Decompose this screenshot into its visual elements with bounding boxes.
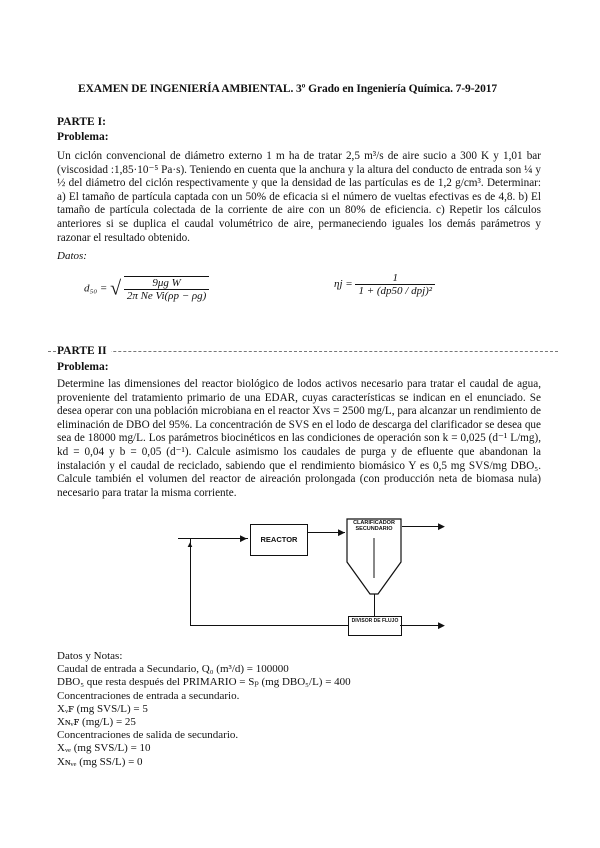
part2-statement: Determine las dimensiones del reactor biológico de lodos activos necesario para tratar el caudal de agua, proveniente del tratamiento primario de una EDAR, cuyas características se indican en el enunciado. Se desea operar con una población microbiana en el reactor Xvs = 2500 mg/L, para alcanzar un rendimiento de eliminación de DBO del 95%. La concentración de SVS en el lodo de descarga del clarificador se desea que sea de 18000 mg/L. Los parámetros biocinéticos en las condiciones de operación son k = 0,025 (d⁻¹ L/mg), kd = 0,04 y b = 0,05 (d⁻¹). Calcule asimismo los caudales de purga y de efluente que abandonan la instalación y el caudal de reciclado, sabiendo que el rendimiento biomásico Y es 0,5 mg SVS/mg DBO₅. Calcule también el volumen del reactor de aireación prolongada (con producción neta de biomasa nula) necesario para tratar la misma corriente. bbox=[57, 378, 541, 499]
formula-d50-numerator: 9μg W bbox=[124, 277, 210, 290]
formula-eta-numerator: 1 bbox=[355, 272, 435, 285]
underflow-line bbox=[374, 594, 375, 616]
note-item: Xɴᵥₑ (mg SS/L) = 0 bbox=[57, 755, 143, 768]
arrow-up-icon: ▲ bbox=[186, 540, 194, 549]
note-item: DBO₅ que resta después del PRIMARIO = Sₚ (mg DBO₅/L) = 400 bbox=[57, 676, 351, 689]
process-diagram bbox=[150, 512, 450, 642]
formula-eta bbox=[334, 272, 435, 297]
formula-d50 bbox=[84, 276, 209, 302]
part1-subheading: Problema: bbox=[57, 131, 109, 143]
recycle-line bbox=[190, 625, 348, 626]
inlet-line bbox=[178, 538, 248, 539]
formula-eta-lhs: ηj = bbox=[334, 278, 353, 291]
reactor-label: REACTOR bbox=[260, 535, 298, 544]
effluent-line bbox=[402, 526, 442, 527]
section-divider bbox=[48, 351, 558, 352]
part1-heading: PARTE I: bbox=[57, 116, 106, 128]
clarifier-label: CLARIFICADOR SECUNDARIO bbox=[353, 520, 395, 532]
note-item: Concentraciones de salida de secundario. bbox=[57, 729, 239, 742]
reactor-box bbox=[250, 524, 308, 556]
arrow-right-icon: ▶ bbox=[438, 521, 445, 531]
formula-eta-denominator: 1 + (dp50 / dpj)² bbox=[358, 285, 433, 297]
arrow-right-icon: ▶ bbox=[240, 533, 247, 543]
note-item: Xᵥₑ (mg SVS/L) = 10 bbox=[57, 742, 151, 755]
note-item: Xɴᵥꜰ (mg/L) = 25 bbox=[57, 716, 136, 729]
notes-heading: Datos y Notas: bbox=[57, 650, 123, 662]
notes-block bbox=[57, 650, 351, 769]
arrow-right-icon: ▶ bbox=[338, 527, 345, 537]
part1-data-label: Datos: bbox=[57, 250, 87, 262]
note-item: Xᵥꜰ (mg SVS/L) = 5 bbox=[57, 702, 148, 715]
flow-divider-box bbox=[348, 616, 402, 636]
formula-d50-denominator: 2π Ne Vi(ρp − ρg) bbox=[126, 290, 207, 302]
note-item: Concentraciones de entrada a secundario. bbox=[57, 689, 240, 702]
arrow-right-icon: ▶ bbox=[438, 620, 445, 630]
exam-title: EXAMEN DE INGENIERÍA AMBIENTAL. 3º Grado en Ingeniería Química. 7-9-2017 bbox=[78, 83, 498, 95]
formula-d50-lhs: d₅₀ = bbox=[84, 282, 108, 295]
flow-divider-label: DIVISOR DE FLUJO bbox=[351, 618, 399, 624]
part2-subheading: Problema: bbox=[57, 361, 109, 373]
purge-line bbox=[400, 625, 442, 626]
sqrt-sign-icon: √ bbox=[110, 277, 122, 300]
note-item: Caudal de entrada a Secundario, Q₀ (m³/d) = 100000 bbox=[57, 663, 289, 676]
recycle-riser-line bbox=[190, 539, 191, 626]
part2-heading: PARTE II bbox=[57, 345, 111, 357]
part1-statement: Un ciclón convencional de diámetro externo 1 m ha de tratar 2,5 m³/s de aire sucio a 300 K y 1,01 bar (viscosidad :1,85·10⁻⁵ Pa·s). Teniendo en cuenta que la anchura y la altura del conducto de entrada son ¼ y ½ del diámetro del ciclón respectivamente y que la densidad de las partículas es de 1,2 g/cm³. Determinar: a) El tamaño de partícula captada con un 50% de eficacia si el número de vueltas efectivas es de 4,8. b) El tamaño de partícula colectada de la corriente de aire con un 80% de eficiencia. c) Repetir los cálculos anteriores si se duplica el caudal volumétrico de aire, permaneciendo iguales los demás parámetros y razonar el resultado obtenido. bbox=[57, 150, 541, 244]
